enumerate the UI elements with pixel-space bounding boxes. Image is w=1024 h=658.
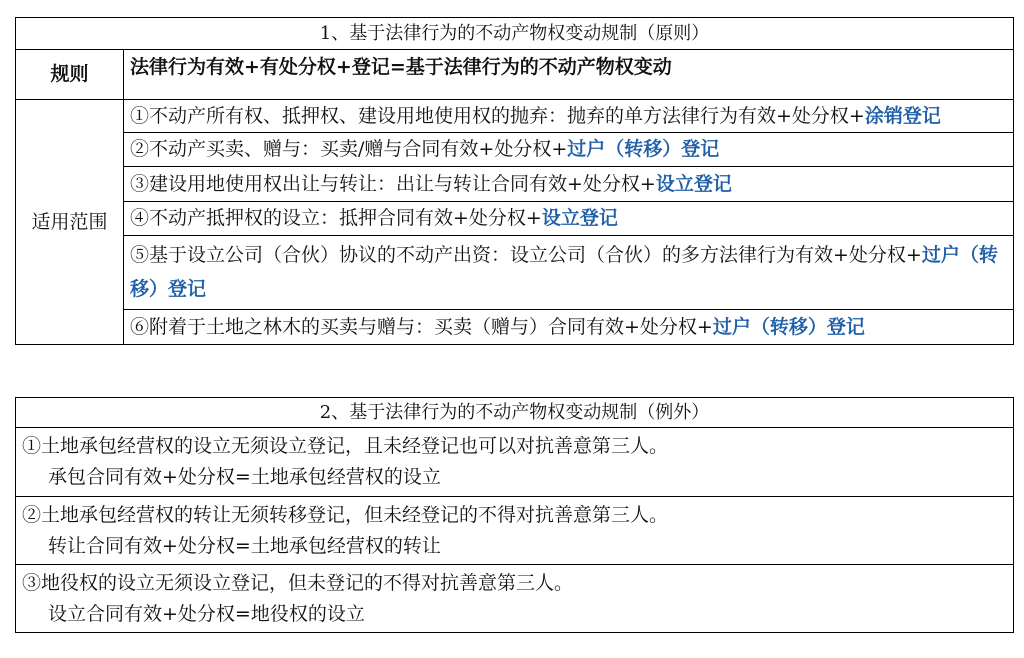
scope-row: ②不动产买卖、赠与：买卖/赠与合同有效+处分权+过户（转移）登记 xyxy=(124,133,1014,167)
scope-row: ①不动产所有权、抵押权、建设用地使用权的抛弃：抛弃的单方法律行为有效+处分权+涂销登记 xyxy=(124,100,1014,133)
scope-row: ⑥附着于土地之林木的买卖与赠与：买卖（赠与）合同有效+处分权+过户（转移）登记 xyxy=(124,310,1014,345)
scope-row: ③建设用地使用权出让与转让：出让与转让合同有效+处分权+设立登记 xyxy=(124,167,1014,202)
exception-row: ①土地承包经营权的设立无须设立登记，且未经登记也可以对抗善意第三人。 承包合同有效+处分权=土地承包经营权的设立 xyxy=(16,428,1014,497)
scope-row: ⑤基于设立公司（合伙）协议的不动产出资：设立公司（合伙）的多方法律行为有效+处分权+过户（转移）登记 xyxy=(124,236,1014,310)
principle-table-title: 1、基于法律行为的不动产物权变动规制（原则） xyxy=(16,18,1014,50)
scope-row: ④不动产抵押权的设立：抵押合同有效+处分权+设立登记 xyxy=(124,202,1014,236)
rule-text: 法律行为有效+有处分权+登记=基于法律行为的不动产物权变动 xyxy=(124,50,1014,100)
exception-row: ③地役权的设立无须设立登记，但未登记的不得对抗善意第三人。 设立合同有效+处分权=地役权的设立 xyxy=(16,565,1014,633)
rule-label: 规则 xyxy=(16,50,124,100)
exception-table-title: 2、基于法律行为的不动产物权变动规制（例外） xyxy=(16,398,1014,428)
scope-label: 适用范围 xyxy=(16,100,124,345)
exception-row: ②土地承包经营权的转让无须转移登记，但未经登记的不得对抗善意第三人。 转让合同有效+处分权=土地承包经营权的转让 xyxy=(16,497,1014,565)
principle-table xyxy=(15,17,1014,345)
exception-table xyxy=(15,397,1014,633)
